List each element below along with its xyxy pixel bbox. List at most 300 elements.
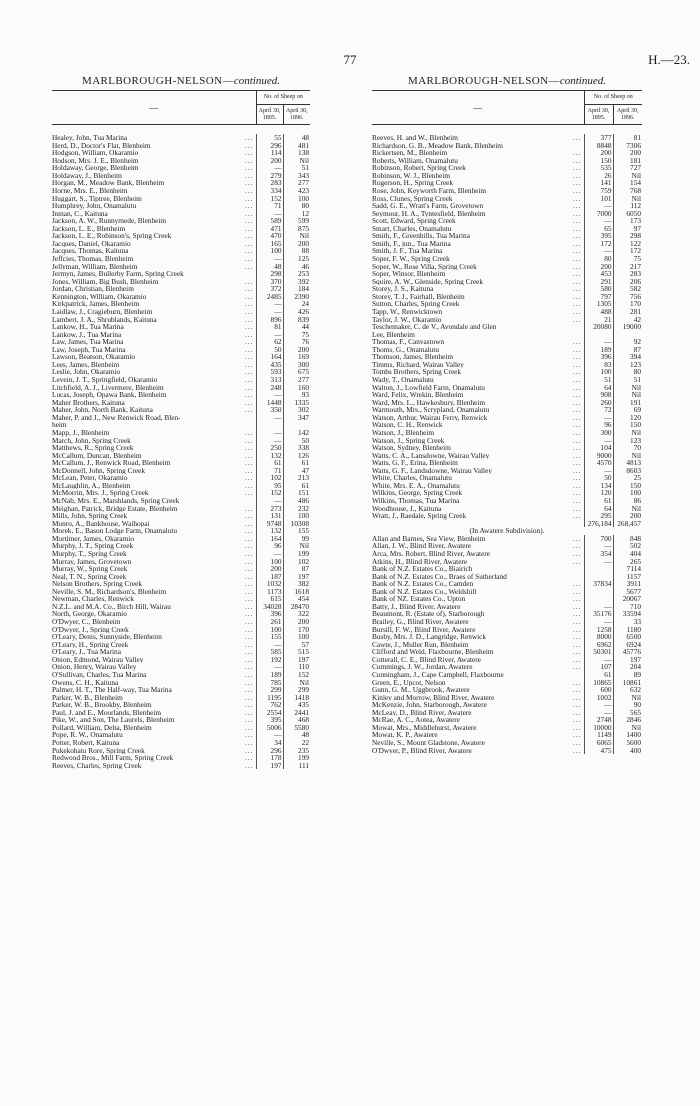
- leader-dots: ...: [573, 262, 582, 271]
- value-1896: 582: [613, 285, 642, 293]
- leader-dots: ...: [573, 693, 582, 702]
- leader-dots: ...: [573, 345, 582, 354]
- name-cell: Jacques, Thomas, Kaituna: [52, 247, 129, 255]
- value-1896: 173: [613, 217, 642, 225]
- name-cell: Watson, Sydney, Blenheim: [372, 444, 451, 452]
- table-row: [52, 376, 310, 384]
- value-1895: 350: [256, 406, 283, 414]
- leader-dots: ...: [573, 194, 582, 203]
- value-1896: 343: [283, 172, 310, 180]
- value-1895: [584, 331, 613, 339]
- table-row: [372, 505, 642, 513]
- table-row: [372, 641, 642, 649]
- value-1896: 1400: [613, 731, 642, 739]
- value-1895: 535: [584, 164, 613, 172]
- table-row: [372, 134, 642, 142]
- leader-dots: ...: [245, 610, 254, 618]
- leader-dots: ...: [573, 580, 582, 588]
- name-cell: Soper, Winsor, Blenheim: [372, 270, 446, 278]
- table-row: [52, 550, 310, 558]
- left-rows-table: [52, 134, 310, 769]
- leader-dots: ...: [245, 330, 254, 339]
- leader-dots: ...: [245, 512, 254, 520]
- value-1896: 426: [283, 308, 310, 316]
- table-row: [372, 618, 642, 626]
- table-row: [52, 701, 310, 709]
- value-1896: 1618: [283, 588, 310, 596]
- value-1896: 232: [283, 505, 310, 513]
- value-1895: 187: [256, 573, 283, 581]
- table-row: [52, 444, 310, 452]
- leader-dots: ...: [245, 534, 254, 543]
- value-1896: 302: [283, 406, 310, 414]
- value-1896: 338: [283, 444, 310, 452]
- name-cell: Horne, Mrs. E., Blenheim: [52, 186, 128, 195]
- leader-dots: ...: [245, 194, 254, 203]
- left-column-title: [52, 72, 310, 90]
- leader-dots: ...: [573, 428, 582, 437]
- leader-dots: ...: [245, 572, 254, 581]
- value-1896: 2390: [283, 293, 310, 301]
- leader-dots: ...: [245, 670, 254, 679]
- name-cell: Lee, Blenheim: [372, 330, 415, 339]
- value-1895: 372: [256, 285, 283, 293]
- name-cell: Mowat, K. P., Awatere: [372, 731, 438, 739]
- value-1896: Nil: [613, 724, 642, 732]
- leader-dots: ...: [573, 179, 582, 187]
- value-1896: 181: [613, 157, 642, 165]
- name-cell: Atkins, H., Blind River, Awatere: [372, 557, 468, 566]
- leader-dots: ...: [573, 489, 582, 497]
- value-1895: —: [584, 701, 613, 709]
- leader-dots: ...: [573, 542, 582, 550]
- value-1896: 768: [613, 187, 642, 195]
- leader-dots: ...: [245, 565, 254, 573]
- name-cell: O'Sullivan, Charles, Tua Marina: [52, 670, 147, 679]
- table-row: [372, 323, 642, 331]
- value-1896: 217: [613, 263, 642, 271]
- name-cell: Wady, T., Onamalutu: [372, 376, 434, 384]
- table-row: [372, 474, 642, 482]
- table-row: [52, 535, 310, 543]
- value-1896: 253: [283, 270, 310, 278]
- table-row: [372, 633, 642, 641]
- name-cell: Smith, F., jun., Tua Marina: [372, 239, 451, 248]
- value-1895: 189: [584, 346, 613, 354]
- name-cell: Palmer, H. T., The Half-way, Tua Marina: [52, 686, 172, 694]
- value-1895: 61: [584, 671, 613, 679]
- leader-dots: ...: [245, 285, 254, 293]
- value-1895: 762: [256, 701, 283, 709]
- section-code: H.—23.: [648, 52, 690, 67]
- leader-dots: ...: [573, 383, 582, 392]
- value-1896: 61: [283, 482, 310, 490]
- leader-dots: ...: [573, 368, 582, 376]
- table-row: [372, 293, 642, 301]
- leader-dots: ...: [245, 224, 254, 233]
- leader-dots: ...: [245, 504, 254, 513]
- name-cell: Taylor, J. W., Okaramio: [372, 315, 442, 324]
- value-1896: 51: [283, 164, 310, 172]
- table-row: [372, 421, 642, 429]
- table-row: [52, 520, 310, 528]
- leader-dots: ...: [245, 315, 254, 324]
- value-1895: 453: [584, 270, 613, 278]
- table-row: [52, 686, 310, 694]
- leader-dots: ...: [573, 618, 582, 626]
- value-1895: —: [256, 641, 283, 649]
- name-cell: Rogerson, H., Spring Creek: [372, 179, 454, 187]
- table-row: [372, 588, 642, 596]
- leader-dots: ...: [573, 156, 582, 165]
- table-row: [52, 610, 310, 618]
- value-1895: 250: [256, 444, 283, 452]
- name-cell: Maher, P. and J., New Renwick Road, Blen-: [52, 413, 181, 422]
- table-row: [372, 338, 642, 346]
- value-1896: 150: [613, 421, 642, 429]
- value-1895: 299: [256, 686, 283, 694]
- leader-dots: ...: [573, 701, 582, 709]
- value-1895: 100: [256, 626, 283, 634]
- name-cell: Walton, J., Lowfield Farm, Onamalutu: [372, 383, 485, 392]
- leader-dots: ...: [245, 202, 254, 210]
- table-row: [52, 217, 310, 225]
- table-row: [52, 285, 310, 293]
- value-1896: 51: [613, 376, 642, 384]
- value-1896: 199: [283, 550, 310, 558]
- value-1895: 6962: [584, 641, 613, 649]
- value-1895: 50301: [584, 648, 613, 656]
- value-1896: 75: [283, 331, 310, 339]
- leader-dots: ...: [573, 731, 582, 739]
- table-row: [52, 391, 310, 399]
- value-1896: 8603: [613, 467, 642, 475]
- name-cell: Cummings, J. W., Jordan, Awatere: [372, 663, 473, 671]
- leader-dots: ...: [573, 421, 582, 429]
- value-1895: 165: [256, 240, 283, 248]
- leader-dots: ...: [245, 262, 254, 271]
- value-1895: 71: [256, 202, 283, 210]
- name-cell: Storey, J. S., Kaituna: [372, 285, 434, 293]
- table-row: [52, 558, 310, 566]
- name-cell: Neal, T. N., Spring Creek: [52, 572, 127, 581]
- value-1896: 81: [613, 134, 642, 142]
- leader-dots: ...: [245, 549, 254, 558]
- name-cell: Jellyman, William, Blenheim: [52, 262, 138, 271]
- table-row: [372, 648, 642, 656]
- table-row: [372, 580, 642, 588]
- table-row: [52, 754, 310, 762]
- name-cell: Rose, John, Keyworth Farm, Blenheim: [372, 186, 487, 195]
- table-row: [372, 240, 642, 248]
- name-cell: Ward, Felix, Wrekin, Blenheim: [372, 391, 464, 399]
- leader-dots: ...: [245, 436, 254, 445]
- value-1895: 7000: [584, 210, 613, 218]
- leader-dots: ...: [245, 595, 254, 603]
- value-1895: 395: [584, 232, 613, 240]
- value-1896: 97: [613, 225, 642, 233]
- value-1895: —: [584, 437, 613, 445]
- leader-dots: ...: [245, 686, 254, 694]
- leader-dots: ...: [573, 655, 582, 664]
- name-cell: Litchfield, A. J., Livermere, Blenheim: [52, 383, 164, 392]
- value-1896: 300: [283, 361, 310, 369]
- value-1896: 277: [283, 179, 310, 187]
- name-cell: Lambert, J. A., Shrublands, Kaituna: [52, 315, 157, 324]
- name-cell: Mills, John, Spring Creek: [52, 512, 128, 520]
- value-1896: 90: [613, 701, 642, 709]
- value-1896: 80: [613, 368, 642, 376]
- value-1896: 24: [283, 300, 310, 308]
- value-1895: —: [256, 429, 283, 437]
- leader-dots: [570, 323, 584, 331]
- name-cell: McMorrin, Mrs. J., Spring Creek: [52, 489, 149, 497]
- table-row: [52, 232, 310, 240]
- table-row: [52, 497, 310, 505]
- value-1896: 191: [613, 399, 642, 407]
- table-row: [372, 520, 642, 528]
- left-year1-header: April 30, 1895.: [256, 105, 283, 125]
- name-cell: McCallum, J., Renwick Road, Blenheim: [52, 459, 171, 467]
- value-1896: [283, 421, 310, 429]
- value-1896: 7114: [613, 565, 642, 573]
- value-1896: 727: [613, 164, 642, 172]
- table-row: [52, 353, 310, 361]
- name-cell: Kirkpatrick, James, Blenheim: [52, 300, 140, 308]
- leader-dots: ...: [245, 489, 254, 497]
- name-cell: Jackson, L. E., Robinson's, Spring Creek: [52, 232, 172, 240]
- leader-dots: ...: [245, 171, 254, 180]
- value-1896: 2846: [613, 716, 642, 724]
- leader-dots: [570, 331, 584, 339]
- table-row: [372, 512, 642, 520]
- value-1895: 273: [256, 505, 283, 513]
- leader-dots: ...: [245, 338, 254, 346]
- table-row: [52, 573, 310, 581]
- value-1895: —: [256, 414, 283, 422]
- leader-dots: ...: [573, 746, 582, 755]
- value-1895: 248: [256, 384, 283, 392]
- value-1895: 334: [256, 187, 283, 195]
- name-cell: Maher, John, North Bank, Kaituna: [52, 406, 153, 414]
- table-row: [52, 527, 310, 535]
- value-1895: 132: [256, 527, 283, 535]
- value-1896: 100: [283, 195, 310, 203]
- name-cell: Sadd, G. E., Wratt's Farm, Grovetown: [372, 202, 484, 210]
- leader-dots: ...: [245, 255, 254, 263]
- name-cell: Cunningham, J., Cape Campbell, Flaxbourne: [372, 670, 504, 679]
- table-row: [52, 346, 310, 354]
- value-1895: —: [584, 247, 613, 255]
- value-1896: 756: [613, 293, 642, 301]
- name-cell: N.Z.L. and M.A. Co., Birch Hill, Wairau: [52, 602, 171, 611]
- value-1896: 12: [283, 210, 310, 218]
- table-row: [372, 391, 642, 399]
- value-1896: 110: [283, 663, 310, 671]
- name-cell: Mapp, J., Blenheim: [52, 428, 110, 437]
- value-1895: 120: [584, 489, 613, 497]
- value-1895: 114: [256, 149, 283, 157]
- name-cell: Neville, S. M., Richardson's, Blenheim: [52, 587, 167, 596]
- table-row: [52, 278, 310, 286]
- leader-dots: ...: [573, 739, 582, 747]
- table-row: [372, 489, 642, 497]
- table-row: [372, 565, 642, 573]
- value-1896: 152: [283, 671, 310, 679]
- name-cell: Mowat, Mrs., Middlehurst, Awatere: [372, 723, 477, 732]
- value-1896: 400: [613, 747, 642, 755]
- value-1895: 100: [256, 247, 283, 255]
- value-1895: 396: [256, 610, 283, 618]
- value-1896: 70: [613, 444, 642, 452]
- value-1895: 83: [584, 361, 613, 369]
- leader-dots: ...: [573, 451, 582, 460]
- table-row: [372, 716, 642, 724]
- name-cell: Tombs Brothers, Spring Creek: [372, 368, 462, 376]
- leader-dots: ...: [573, 406, 582, 414]
- name-cell: Owens, C. H., Kaituna: [52, 678, 119, 687]
- name-cell: March, John, Spring Creek: [52, 436, 131, 445]
- leader-dots: [242, 414, 256, 422]
- value-1895: 21: [584, 316, 613, 324]
- table-row: [372, 195, 642, 203]
- table-row: [372, 535, 642, 543]
- value-1896: 394: [613, 353, 642, 361]
- leader-dots: ...: [573, 648, 582, 656]
- name-cell: McLean, Peter, Okaramio: [52, 474, 128, 482]
- value-1896: 102: [283, 558, 310, 566]
- value-1896: 3911: [613, 580, 642, 588]
- value-1895: 1002: [584, 694, 613, 702]
- table-row: [52, 316, 310, 324]
- value-1896: 5580: [283, 724, 310, 732]
- value-1896: Nil: [613, 505, 642, 513]
- value-1895: 313: [256, 376, 283, 384]
- value-1896: 565: [613, 709, 642, 717]
- table-row: [372, 452, 642, 460]
- value-1896: 197: [283, 573, 310, 581]
- value-1896: 206: [613, 278, 642, 286]
- value-1895: 200: [584, 263, 613, 271]
- value-1896: 423: [283, 187, 310, 195]
- leader-dots: ...: [245, 247, 254, 255]
- table-row: [372, 172, 642, 180]
- value-1895: 10865: [584, 679, 613, 687]
- name-cell: Bank of N.Z. Estates Co., Biairich: [372, 565, 473, 573]
- name-cell: Wilkins, George, Spring Creek: [372, 489, 463, 497]
- value-1895: [256, 421, 283, 429]
- value-1895: 200: [256, 565, 283, 573]
- name-cell: Bank of NZ. Estates Co., Upton: [372, 595, 466, 603]
- leader-dots: ...: [245, 648, 254, 656]
- value-1895: —: [256, 550, 283, 558]
- name-cell: Murphy, J. T., Spring Creek: [52, 542, 134, 550]
- value-1895: 189: [256, 671, 283, 679]
- leader-dots: ...: [245, 376, 254, 384]
- value-1895: —: [584, 467, 613, 475]
- value-1895: 276,184: [584, 520, 613, 528]
- leader-dots: ...: [245, 300, 254, 308]
- value-1896: 4813: [613, 459, 642, 467]
- name-cell: Jackson, L. E., Blenheim: [52, 224, 126, 233]
- value-1895: 61: [256, 459, 283, 467]
- name-cell: Ward, Mrs. L., Hawkesbury, Blenheim: [372, 398, 486, 407]
- left-title-main: MARLBOROUGH-NELSON—: [82, 75, 234, 87]
- table-row: [372, 263, 642, 271]
- value-1895: 95: [256, 482, 283, 490]
- value-1895: 62: [256, 338, 283, 346]
- value-1896: 392: [283, 278, 310, 286]
- value-1895: 50: [584, 474, 613, 482]
- left-sheep-header: No. of Sheep on: [256, 91, 310, 105]
- name-cell: Law, James, Tua Marina: [52, 338, 124, 346]
- value-1895: 101: [584, 195, 613, 203]
- value-1895: 1173: [256, 588, 283, 596]
- value-1896: 92: [613, 338, 642, 346]
- value-1896: 200: [283, 346, 310, 354]
- value-1895: 150: [584, 157, 613, 165]
- value-1895: 2748: [584, 716, 613, 724]
- leader-dots: ...: [573, 338, 582, 346]
- name-cell: Lankow, J., Tua Marina: [52, 330, 122, 339]
- value-1895: 300: [584, 429, 613, 437]
- leader-dots: ...: [573, 360, 582, 369]
- table-row: [52, 709, 310, 717]
- name-cell: Lucas, Joseph, Opawa Bank, Blenheim: [52, 391, 167, 399]
- leader-dots: ...: [573, 186, 582, 195]
- table-row: [52, 467, 310, 475]
- name-cell: Allan, J. W., Blind River, Awatere: [372, 542, 472, 550]
- value-1896: 435: [283, 701, 310, 709]
- value-1895: 797: [584, 293, 613, 301]
- leader-dots: ...: [245, 625, 254, 634]
- table-row: [372, 149, 642, 157]
- name-cell: Pike, W., and Son, The Laurels, Blenheim: [52, 716, 175, 724]
- name-cell: Rickertsen, M., Blenheim: [372, 149, 448, 157]
- table-row: [372, 225, 642, 233]
- right-title-main: MARLBOROUGH-NELSON—: [408, 75, 560, 87]
- value-1896: 44: [283, 323, 310, 331]
- leader-dots: ...: [245, 678, 254, 687]
- value-1896: 123: [613, 437, 642, 445]
- value-1895: [584, 573, 613, 581]
- table-row: [52, 603, 310, 611]
- value-1896: 848: [613, 535, 642, 543]
- table-row: [372, 550, 642, 558]
- value-1895: 102: [256, 474, 283, 482]
- leader-dots: ...: [573, 149, 582, 157]
- value-1895: 589: [256, 217, 283, 225]
- leader-dots: ...: [245, 307, 254, 316]
- value-1895: 155: [256, 633, 283, 641]
- leader-dots: ...: [573, 285, 582, 293]
- value-1896: 277: [283, 376, 310, 384]
- name-cell: O'Leary, Denis, Sunnyside, Blenheim: [52, 633, 162, 641]
- value-1896: 197: [283, 656, 310, 664]
- table-row: [52, 489, 310, 497]
- name-cell: Arca, Mrs. Robert, Blind River, Awatere: [372, 549, 490, 558]
- leader-dots: ...: [245, 209, 254, 218]
- table-row: [372, 361, 642, 369]
- value-1896: Nil: [613, 172, 642, 180]
- value-1896: 25: [613, 474, 642, 482]
- table-row: [52, 384, 310, 392]
- table-row: [52, 716, 310, 724]
- table-row: [52, 202, 310, 210]
- value-1896: Nil: [613, 384, 642, 392]
- value-1896: 10308: [283, 520, 310, 528]
- value-1896: Nil: [613, 391, 642, 399]
